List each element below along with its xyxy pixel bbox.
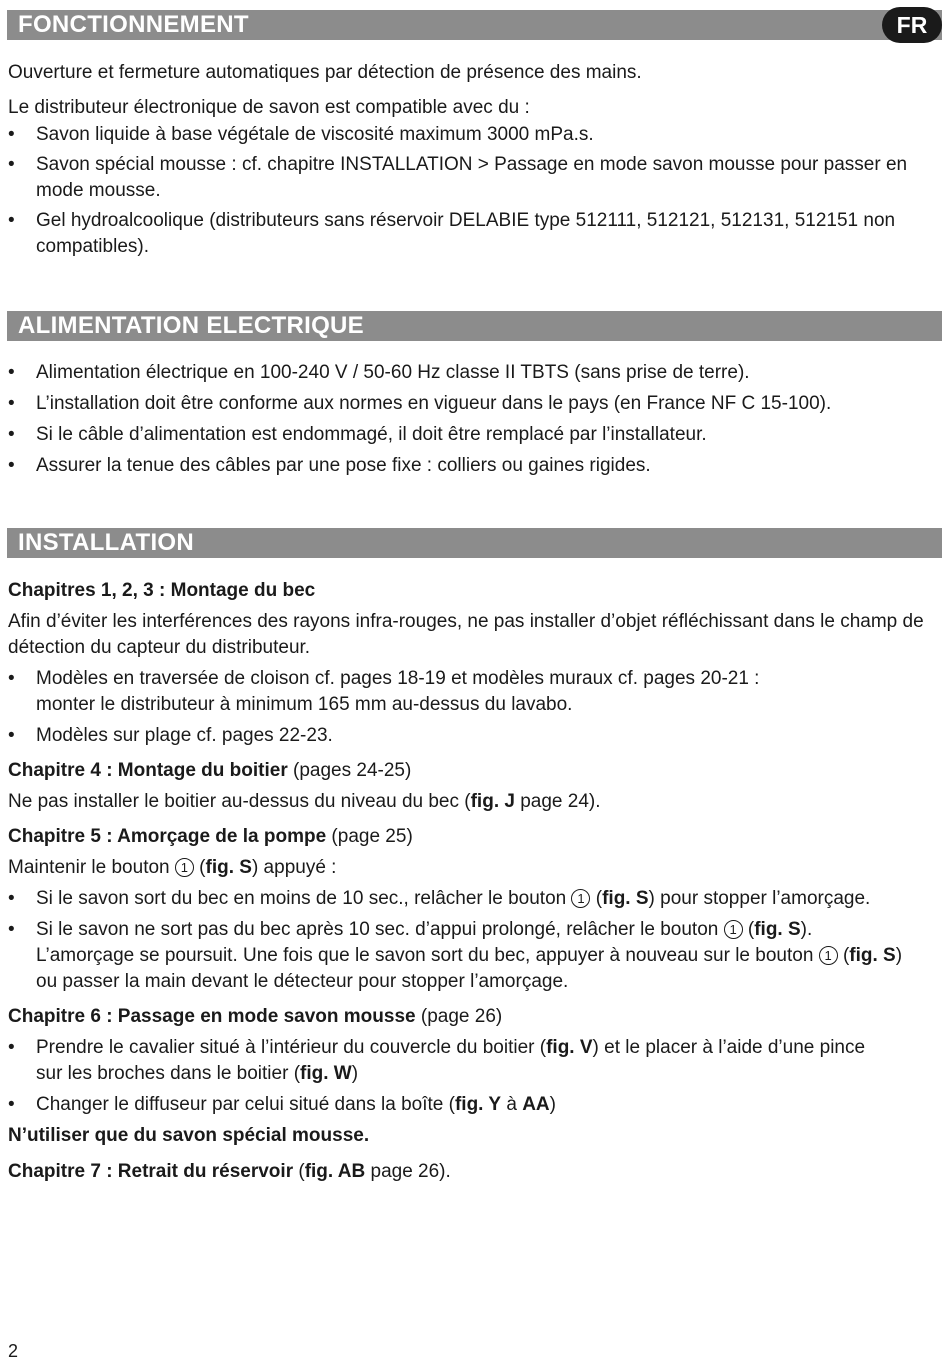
installation-body xyxy=(8,578,942,1185)
button-one-icon: 1 xyxy=(819,946,838,965)
section-title: ALIMENTATION ELECTRIQUE xyxy=(18,312,364,339)
list-item: • Assurer la tenue des câbles par une pose fixe : colliers ou gaines rigides. xyxy=(8,453,942,479)
figure-ref: fig. Y xyxy=(454,1094,502,1115)
list-item: • Alimentation électrique en 100-240 V / 50-60 Hz classe II TBTS (sans prise de terre). xyxy=(8,360,942,386)
list-item: • Savon liquide à base végétale de viscosité maximum 3000 mPa.s. xyxy=(8,122,942,148)
section-header-alimentation xyxy=(7,311,942,341)
paragraph: Maintenir le bouton 1 (fig. S) appuyé : xyxy=(8,857,337,878)
chapter-heading: Chapitre 5 : Amorçage de la pompe (page 25) xyxy=(8,826,413,847)
figure-ref: fig. S xyxy=(602,888,649,909)
list-item: • Prendre le cavalier situé à l’intérieur du couvercle du boitier (fig. V) et le placer à l’aide d’une pince sur les broches dans le boitier (fig. W) xyxy=(8,1035,942,1087)
figure-ref: fig. AB xyxy=(304,1161,366,1182)
page-number: 2 xyxy=(8,1341,19,1361)
list-item: • Si le savon ne sort pas du bec après 10 sec. d’appui prolongé, relâcher le bouton 1 (fig. S). L’amorçage se poursuit. Une fois que le savon sort du bec, appuyer à nouveau sur le bouton 1 (fig. S) ou passer la main devant le détecteur pour stopper l’amorçage. xyxy=(8,917,942,995)
button-one-icon: 1 xyxy=(724,920,743,939)
section-header-installation xyxy=(7,528,942,558)
list-item: • L’installation doit être conforme aux normes en vigueur dans le pays (en France NF C 15-100). xyxy=(8,391,942,417)
figure-ref: fig. S xyxy=(754,919,801,940)
list-item: • Si le câble d’alimentation est endommagé, il doit être remplacé par l’installateur. xyxy=(8,422,942,448)
paragraph: Ne pas installer le boitier au-dessus du niveau du bec (fig. J page 24). xyxy=(8,791,601,812)
list-item: • Savon spécial mousse : cf. chapitre INSTALLATION > Passage en mode savon mousse pour passer en mode mousse. xyxy=(8,152,942,204)
section-header-fonctionnement xyxy=(7,10,942,40)
chapter-heading: Chapitre 6 : Passage en mode savon mousse (page 26) xyxy=(8,1006,503,1027)
figure-ref: fig. S xyxy=(849,945,896,966)
paragraph: Ouverture et fermeture automatiques par détection de présence des mains. xyxy=(8,62,642,83)
figure-ref: AA xyxy=(522,1094,550,1115)
language-badge: FR xyxy=(882,7,942,43)
chapter-heading: Chapitre 4 : Montage du boitier (pages 24-25) xyxy=(8,760,412,781)
figure-ref: fig. W xyxy=(300,1063,352,1084)
list-item: • Gel hydroalcoolique (distributeurs sans réservoir DELABIE type 512111, 512121, 512131, 512151 non compatibles). xyxy=(8,208,942,260)
fonctionnement-body xyxy=(8,60,942,260)
figure-ref: fig. V xyxy=(546,1037,593,1058)
list-item: • Si le savon sort du bec en moins de 10 sec., relâcher le bouton 1 (fig. S) pour stopper l’amorçage. xyxy=(8,886,942,912)
list-item: • Changer le diffuseur par celui situé dans la boîte (fig. Y à AA) xyxy=(8,1092,942,1118)
button-one-icon: 1 xyxy=(571,889,590,908)
button-one-icon: 1 xyxy=(175,858,194,877)
paragraph: Afin d’éviter les interférences des rayons infra-rouges, ne pas installer d’objet réfléchissant dans le champ de détection du capteur du distributeur. xyxy=(8,611,924,658)
section-title: INSTALLATION xyxy=(18,529,195,556)
chapter-heading: Chapitre 7 : Retrait du réservoir (fig. AB page 26). xyxy=(8,1161,451,1182)
alimentation-body xyxy=(8,360,942,479)
paragraph: Le distributeur électronique de savon est compatible avec du : xyxy=(8,97,530,118)
chapter-heading: Chapitres 1, 2, 3 : Montage du bec xyxy=(8,580,316,601)
list-item: • Modèles sur plage cf. pages 22-23. xyxy=(8,723,942,749)
figure-ref: fig. S xyxy=(205,857,252,878)
list-item: • Modèles en traversée de cloison cf. pages 18-19 et modèles muraux cf. pages 20-21 : monter le distributeur à minimum 165 mm au-dessus du lavabo. xyxy=(8,666,942,718)
section-title: FONCTIONNEMENT xyxy=(18,11,249,38)
figure-ref: fig. J xyxy=(470,791,515,812)
warning-text: N’utiliser que du savon spécial mousse. xyxy=(8,1125,370,1146)
